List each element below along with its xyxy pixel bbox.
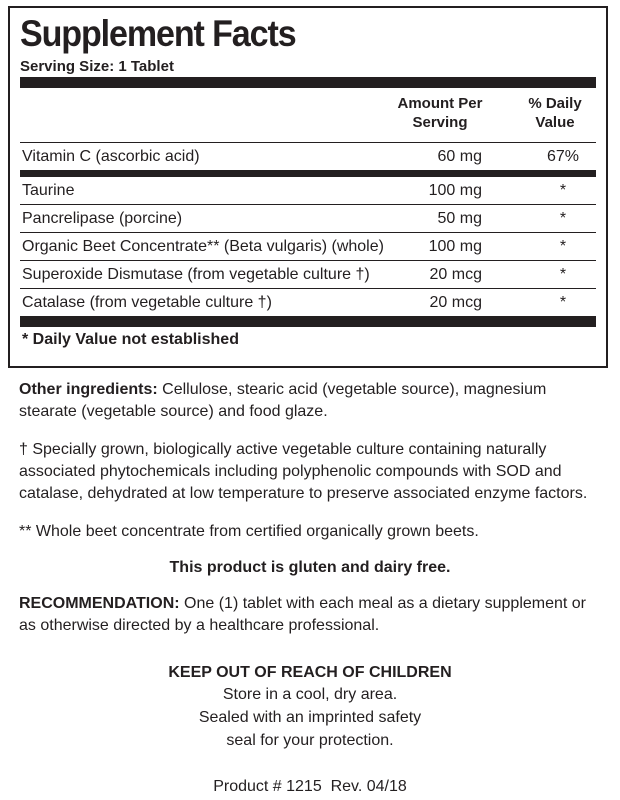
- nutrient-daily-value: *: [559, 182, 567, 199]
- nutrient-row: [20, 205, 596, 232]
- recommendation-text: One (1) tablet with each meal as a dietary supplement or as otherwise directed by a healthcare professional.: [19, 595, 587, 634]
- other-ingredients-text: Cellulose, stearic acid (vegetable source), magnesium stearate (vegetable source) and food glaze.: [19, 381, 547, 420]
- other-ingredients: [19, 379, 604, 423]
- nutrient-daily-value: *: [559, 238, 567, 255]
- nutrient-name: Vitamin C (ascorbic acid): [22, 148, 200, 165]
- nutrient-row: [20, 289, 596, 316]
- nutrient-row: [20, 143, 596, 170]
- divider-thick: [20, 316, 596, 327]
- double-star-footnote: ** Whole beet concentrate from certified organically grown beets.: [19, 523, 479, 540]
- nutrient-name: Organic Beet Concentrate** (Beta vulgaris) (whole): [22, 238, 384, 255]
- seal-line-1: Sealed with an imprinted safety: [198, 709, 422, 726]
- product-number: Product # 1215 Rev. 04/18: [213, 778, 407, 795]
- nutrient-name: Catalase (from vegetable culture †): [22, 294, 272, 311]
- nutrient-name: Superoxide Dismutase (from vegetable culture †): [22, 266, 370, 283]
- recommendation-label: RECOMMENDATION:: [19, 595, 180, 612]
- nutrient-row: [20, 233, 596, 260]
- nutrient-row: [20, 177, 596, 204]
- column-header-row: [20, 88, 596, 142]
- other-ingredients-label: Other ingredients:: [19, 381, 158, 398]
- storage-instruction: Store in a cool, dry area.: [222, 686, 398, 703]
- nutrient-daily-value: *: [559, 210, 567, 227]
- nutrient-amount: 100 mg: [428, 238, 482, 255]
- nutrient-daily-value: 67%: [546, 148, 580, 165]
- nutrient-amount: 50 mg: [437, 210, 482, 227]
- nutrient-amount: 100 mg: [428, 182, 482, 199]
- supplement-facts-panel: [8, 6, 608, 368]
- nutrient-row: [20, 261, 596, 288]
- nutrient-name: Taurine: [22, 182, 75, 199]
- divider-thick: [20, 77, 596, 88]
- daily-value-header: [508, 94, 602, 132]
- amount-header-line2: Serving: [412, 114, 468, 131]
- daily-value-footnote: * Daily Value not established: [22, 331, 239, 348]
- nutrient-daily-value: *: [559, 294, 567, 311]
- dv-header-line1: % Daily: [528, 95, 582, 112]
- nutrient-amount: 20 mcg: [429, 294, 482, 311]
- gluten-dairy-free-note: This product is gluten and dairy free.: [169, 559, 451, 576]
- amount-per-serving-header: [378, 94, 502, 132]
- nutrient-daily-value: *: [559, 266, 567, 283]
- facts-title: Supplement Facts: [20, 13, 296, 54]
- nutrient-amount: 20 mcg: [429, 266, 482, 283]
- seal-line-2: seal for your protection.: [226, 732, 394, 749]
- dagger-footnote: † Specially grown, biologically active vegetable culture containing naturally associated phytochemicals including polyphenolic compounds with SOD and catalase, dehydrated at low temperature to preserve associated enzyme factors.: [19, 441, 588, 502]
- dv-header-line2: Value: [535, 114, 575, 131]
- recommendation: [19, 593, 604, 637]
- warning-heading: KEEP OUT OF REACH OF CHILDREN: [168, 664, 452, 681]
- amount-header-line1: Amount Per: [397, 95, 483, 112]
- divider-medium: [20, 170, 596, 177]
- serving-size: Serving Size: 1 Tablet: [20, 58, 174, 75]
- nutrient-name: Pancrelipase (porcine): [22, 210, 183, 227]
- nutrient-amount: 60 mg: [437, 148, 482, 165]
